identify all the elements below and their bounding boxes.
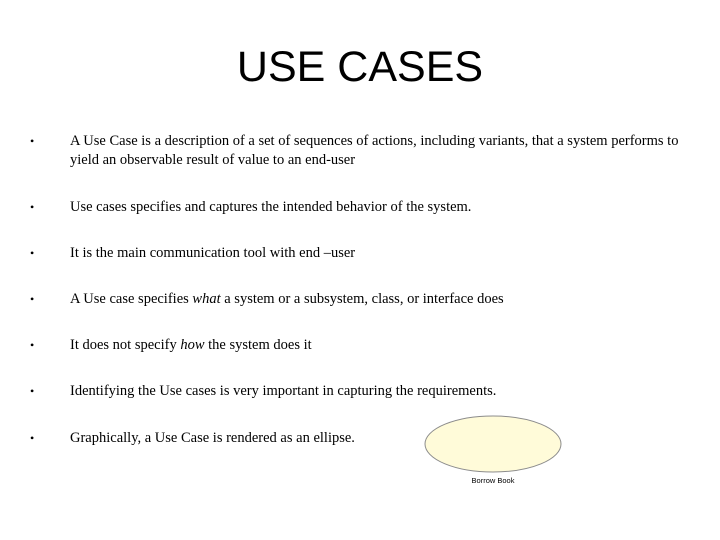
use-case-ellipse xyxy=(423,414,563,476)
bullet-dot: • xyxy=(30,134,35,148)
bullet-text-part: A Use Case is a description of a set of sequences of actions, including variants, that a system performs to yield an observable result of value to an end-user xyxy=(70,133,679,168)
bullet-text xyxy=(70,198,690,217)
bullet-emphasis: how xyxy=(180,337,205,353)
bullet-emphasis: what xyxy=(192,291,221,307)
bullet-text-part: A Use case specifies xyxy=(70,291,193,307)
bullet-text xyxy=(70,382,690,401)
bullet-text xyxy=(70,429,690,448)
bullet-text-part: It is the main communication tool with end –user xyxy=(70,245,356,261)
bullet-text-part: Use cases specifies and captures the intended behavior of the system. xyxy=(70,199,472,215)
bullet-dot: • xyxy=(30,246,35,260)
bullet-text-part: It does not specify xyxy=(70,337,181,353)
bullet-text-part: Identifying the Use cases is very important in capturing the requirements. xyxy=(70,383,497,399)
bullet-text xyxy=(70,132,690,170)
bullet-text-part: a system or a subsystem, class, or interface does xyxy=(220,291,504,307)
bullet-text xyxy=(70,244,690,263)
bullet-dot: • xyxy=(30,384,35,398)
use-case-label: Borrow Book xyxy=(471,476,515,485)
bullet-text xyxy=(70,290,690,309)
bullet-dot: • xyxy=(30,431,35,445)
bullet-text xyxy=(70,336,690,355)
bullet-dot: • xyxy=(30,200,35,214)
bullet-text-part: the system does it xyxy=(204,337,312,353)
use-case-example xyxy=(423,414,563,490)
slide-title: USE CASES xyxy=(236,43,484,91)
bullet-dot: • xyxy=(30,292,35,306)
bullet-text-part: Graphically, a Use Case is rendered as an ellipse. xyxy=(70,430,355,446)
bullet-dot: • xyxy=(30,338,35,352)
